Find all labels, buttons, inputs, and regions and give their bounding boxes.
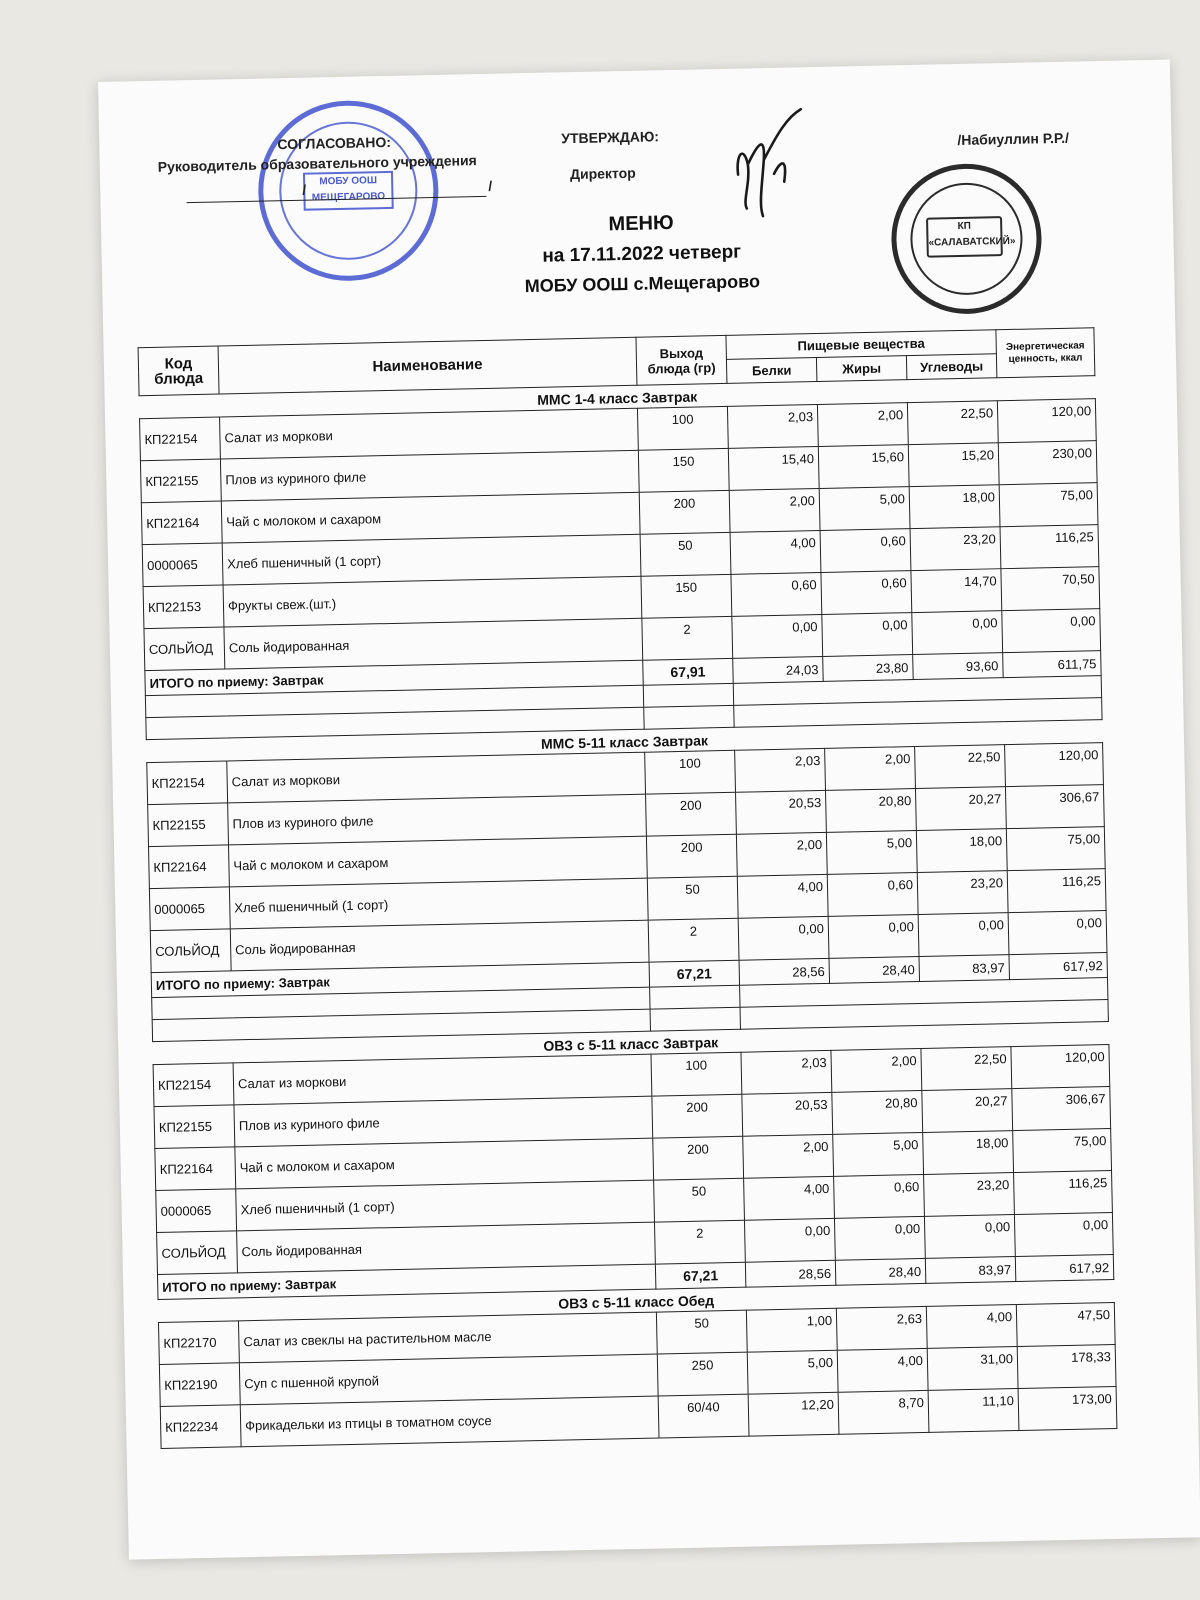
dish-energy: 173,00 bbox=[1018, 1386, 1117, 1430]
dish-name: Соль йодированная bbox=[230, 920, 649, 971]
total-protein: 28,56 bbox=[739, 958, 830, 985]
total-carbs: 93,60 bbox=[913, 653, 1004, 680]
section-title: ОВЗ с 5-11 класс Обед bbox=[558, 1292, 715, 1312]
dish-energy: 116,25 bbox=[1007, 869, 1106, 913]
dish-carbs: 4,00 bbox=[926, 1305, 1017, 1349]
dish-name: Салат из моркови bbox=[233, 1054, 652, 1105]
empty-cell bbox=[643, 683, 733, 707]
director-name: /Набиуллин Р.Р./ bbox=[957, 129, 1070, 149]
dish-yield: 2 bbox=[648, 918, 739, 962]
title-menu: МЕНЮ bbox=[608, 211, 674, 236]
dish-yield: 250 bbox=[657, 1352, 748, 1396]
dish-yield: 200 bbox=[639, 490, 730, 534]
dish-fat: 0,00 bbox=[822, 613, 913, 657]
dish-protein: 2,00 bbox=[736, 832, 827, 876]
approve-title: УТВЕРЖДАЮ: bbox=[561, 128, 660, 147]
dish-name: Салат из моркови bbox=[227, 752, 646, 803]
dish-yield: 2 bbox=[642, 616, 733, 660]
dish-protein: 0,00 bbox=[732, 614, 823, 658]
dish-code: КП22164 bbox=[149, 845, 230, 889]
school-stamp-text: МОБУ ООШ МЕЩЕГАРОВО bbox=[311, 175, 386, 204]
dish-fat: 15,60 bbox=[818, 445, 909, 489]
dish-fat: 0,00 bbox=[828, 915, 919, 959]
dish-code: СОЛЬЙОД bbox=[157, 1231, 238, 1275]
dish-protein: 2,03 bbox=[735, 748, 826, 792]
dish-name: Суп с пшенной крупой bbox=[239, 1354, 658, 1405]
director-signature bbox=[717, 103, 819, 225]
total-energy: 617,92 bbox=[1009, 953, 1108, 980]
dish-yield: 100 bbox=[637, 406, 728, 450]
dish-name: Соль йодированная bbox=[237, 1222, 656, 1273]
dish-name: Хлеб пшеничный (1 сорт) bbox=[229, 878, 648, 929]
dish-fat: 2,00 bbox=[825, 747, 916, 791]
header-protein: Белки bbox=[726, 358, 816, 384]
section-title: ОВЗ с 5-11 класс Завтрак bbox=[543, 1034, 719, 1054]
dish-energy: 306,67 bbox=[1012, 1087, 1111, 1131]
dish-fat: 5,00 bbox=[819, 487, 910, 531]
dish-protein: 4,00 bbox=[744, 1176, 835, 1220]
dish-protein: 0,00 bbox=[744, 1218, 835, 1262]
dish-protein: 12,20 bbox=[748, 1392, 839, 1436]
dish-fat: 0,60 bbox=[827, 873, 918, 917]
dish-protein: 1,00 bbox=[746, 1308, 837, 1352]
dish-fat: 0,60 bbox=[834, 1174, 925, 1218]
approve-role: Директор bbox=[569, 164, 636, 183]
dish-protein: 20,53 bbox=[742, 1092, 833, 1136]
menu-table bbox=[138, 327, 1118, 1449]
title-school: МОБУ ООШ с.Мещегарово bbox=[524, 271, 761, 297]
dish-name: Соль йодированная bbox=[224, 618, 643, 669]
dish-fat: 5,00 bbox=[826, 831, 917, 875]
dish-carbs: 11,10 bbox=[928, 1389, 1019, 1433]
dish-energy: 70,50 bbox=[1001, 567, 1100, 611]
total-energy: 611,75 bbox=[1003, 651, 1102, 678]
dish-yield: 200 bbox=[652, 1094, 743, 1138]
total-label: ИТОГО по приему: Завтрак bbox=[145, 660, 643, 695]
dish-code: КП22164 bbox=[141, 501, 222, 545]
dish-code: КП22154 bbox=[147, 761, 228, 805]
dish-code: СОЛЬЙОД bbox=[144, 627, 225, 671]
dish-energy: 178,33 bbox=[1017, 1344, 1116, 1388]
dish-energy: 120,00 bbox=[1011, 1045, 1110, 1089]
total-carbs: 83,97 bbox=[925, 1257, 1016, 1284]
dish-code: КП22190 bbox=[159, 1363, 240, 1407]
header-fat: Жиры bbox=[816, 356, 906, 382]
dish-yield: 150 bbox=[641, 574, 732, 618]
dish-protein: 4,00 bbox=[737, 874, 828, 918]
dish-fat: 2,63 bbox=[836, 1306, 927, 1350]
dish-name: Плов из куриного филе bbox=[228, 794, 647, 845]
header-nutrients: Пищевые вещества bbox=[726, 330, 996, 360]
dish-carbs: 0,00 bbox=[924, 1215, 1015, 1259]
signature-slash-right: / bbox=[488, 177, 493, 194]
dish-carbs: 31,00 bbox=[927, 1347, 1018, 1391]
dish-carbs: 22,50 bbox=[915, 745, 1006, 789]
dish-code: КП22154 bbox=[153, 1063, 234, 1107]
dish-fat: 8,70 bbox=[838, 1390, 929, 1434]
section-title: ММС 5-11 класс Завтрак bbox=[540, 732, 709, 752]
dish-fat: 2,00 bbox=[817, 403, 908, 447]
dish-energy: 120,00 bbox=[997, 399, 1096, 443]
dish-carbs: 0,00 bbox=[912, 611, 1003, 655]
dish-protein: 2,03 bbox=[741, 1050, 832, 1094]
dish-carbs: 0,00 bbox=[918, 913, 1009, 957]
dish-yield: 200 bbox=[646, 834, 737, 878]
dish-protein: 20,53 bbox=[736, 790, 827, 834]
dish-name: Фрукты свеж.(шт.) bbox=[223, 576, 642, 627]
dish-name: Хлеб пшеничный (1 сорт) bbox=[222, 534, 641, 585]
section-title: ММС 1-4 класс Завтрак bbox=[537, 388, 698, 408]
dish-code: 0000065 bbox=[142, 543, 223, 587]
menu-document bbox=[98, 60, 1200, 1560]
dish-code: КП22164 bbox=[155, 1147, 236, 1191]
dish-name: Чай с молоком и сахаром bbox=[229, 836, 648, 887]
dish-carbs: 20,27 bbox=[915, 787, 1006, 831]
menu-table-body bbox=[139, 376, 1117, 1449]
dish-code: КП22154 bbox=[140, 417, 221, 461]
agreed-title: СОГЛАСОВАНО: bbox=[277, 133, 392, 153]
dish-carbs: 15,20 bbox=[908, 443, 999, 487]
dish-name: Чай с молоком и сахаром bbox=[235, 1138, 654, 1189]
dish-energy: 47,50 bbox=[1016, 1302, 1115, 1346]
document-title bbox=[401, 208, 883, 300]
dish-yield: 50 bbox=[654, 1178, 745, 1222]
header-yield: Выход блюда (гр) bbox=[636, 335, 727, 385]
dish-energy: 0,00 bbox=[1008, 911, 1107, 955]
dish-name: Чай с молоком и сахаром bbox=[221, 492, 640, 543]
dish-protein: 15,40 bbox=[728, 446, 819, 490]
dish-protein: 2,00 bbox=[729, 488, 820, 532]
dish-fat: 4,00 bbox=[837, 1348, 928, 1392]
dish-code: 0000065 bbox=[149, 887, 230, 931]
dish-yield: 2 bbox=[654, 1220, 745, 1264]
dish-code: КП22155 bbox=[140, 459, 221, 503]
dish-fat: 0,60 bbox=[821, 571, 912, 615]
dish-energy: 120,00 bbox=[1005, 743, 1104, 787]
empty-cell bbox=[650, 985, 740, 1009]
total-fat: 28,40 bbox=[829, 956, 920, 983]
dish-yield: 200 bbox=[653, 1136, 744, 1180]
dish-name: Фрикадельки из птицы в томатном соусе bbox=[240, 1396, 659, 1447]
signature-slash-left: / bbox=[302, 181, 307, 198]
dish-energy: 75,00 bbox=[999, 483, 1098, 527]
dish-protein: 0,60 bbox=[731, 572, 822, 616]
header-carbs: Углеводы bbox=[906, 354, 997, 380]
total-carbs: 83,97 bbox=[919, 955, 1010, 982]
dish-fat: 20,80 bbox=[825, 789, 916, 833]
total-fat: 28,40 bbox=[835, 1258, 926, 1285]
total-price: 67,91 bbox=[643, 658, 734, 685]
dish-energy: 75,00 bbox=[1013, 1129, 1112, 1173]
dish-name: Салат из свеклы на растительном масле bbox=[238, 1312, 657, 1363]
dish-yield: 50 bbox=[656, 1310, 747, 1354]
dish-carbs: 23,20 bbox=[917, 871, 1008, 915]
dish-energy: 306,67 bbox=[1005, 785, 1104, 829]
dish-protein: 5,00 bbox=[747, 1350, 838, 1394]
dish-fat: 0,00 bbox=[834, 1216, 925, 1260]
title-date: на 17.11.2022 четверг bbox=[542, 241, 742, 267]
header-code: Код блюда bbox=[138, 346, 219, 396]
empty-cell bbox=[644, 705, 734, 729]
dish-protein: 2,03 bbox=[727, 405, 818, 449]
dish-yield: 100 bbox=[645, 750, 736, 794]
dish-carbs: 22,50 bbox=[907, 401, 998, 445]
dish-yield: 100 bbox=[651, 1052, 742, 1096]
total-protein: 24,03 bbox=[733, 656, 824, 683]
dish-code: КП22234 bbox=[160, 1405, 241, 1449]
dish-protein: 0,00 bbox=[738, 916, 829, 960]
dish-name: Плов из куриного филе bbox=[220, 450, 639, 501]
total-label: ИТОГО по приему: Завтрак bbox=[157, 1264, 655, 1299]
dish-fat: 20,80 bbox=[832, 1090, 923, 1134]
dish-code: КП22155 bbox=[154, 1105, 235, 1149]
total-label: ИТОГО по приему: Завтрак bbox=[151, 962, 649, 997]
dish-carbs: 22,50 bbox=[921, 1047, 1012, 1091]
supplier-stamp-label bbox=[926, 216, 1016, 258]
dish-fat: 2,00 bbox=[831, 1048, 922, 1092]
agreed-role: Руководитель образовательного учреждения bbox=[157, 152, 477, 175]
dish-carbs: 18,00 bbox=[909, 485, 1000, 529]
dish-yield: 50 bbox=[647, 876, 738, 920]
dish-energy: 116,25 bbox=[1014, 1171, 1113, 1215]
dish-yield: 200 bbox=[646, 792, 737, 836]
dish-code: КП22170 bbox=[158, 1321, 239, 1365]
dish-carbs: 23,20 bbox=[910, 527, 1001, 571]
dish-carbs: 23,20 bbox=[924, 1173, 1015, 1217]
dish-name: Плов из куриного филе bbox=[234, 1096, 653, 1147]
dish-yield: 50 bbox=[640, 532, 731, 576]
dish-energy: 75,00 bbox=[1006, 827, 1105, 871]
dish-yield: 60/40 bbox=[658, 1394, 749, 1438]
dish-carbs: 18,00 bbox=[923, 1131, 1014, 1175]
supplier-stamp-text: КП «САЛАВАТСКИЙ» bbox=[928, 220, 1016, 249]
total-energy: 617,92 bbox=[1015, 1254, 1114, 1281]
dish-protein: 4,00 bbox=[730, 530, 821, 574]
dish-fat: 5,00 bbox=[833, 1132, 924, 1176]
dish-code: КП22153 bbox=[143, 585, 224, 629]
school-stamp-label bbox=[303, 171, 394, 211]
dish-name: Хлеб пшеничный (1 сорт) bbox=[236, 1180, 655, 1231]
dish-energy: 230,00 bbox=[998, 441, 1097, 485]
supplier-stamp bbox=[890, 162, 1043, 315]
empty-cell bbox=[650, 1007, 740, 1031]
total-price: 67,21 bbox=[655, 1262, 746, 1289]
dish-code: КП22155 bbox=[148, 803, 229, 847]
dish-energy: 0,00 bbox=[1002, 609, 1101, 653]
dish-energy: 0,00 bbox=[1014, 1213, 1113, 1257]
dish-carbs: 14,70 bbox=[911, 569, 1002, 613]
dish-carbs: 18,00 bbox=[916, 829, 1007, 873]
dish-name: Салат из моркови bbox=[220, 408, 639, 459]
dish-fat: 0,60 bbox=[820, 529, 911, 573]
dish-code: СОЛЬЙОД bbox=[150, 929, 231, 973]
header-name: Наименование bbox=[218, 337, 637, 394]
dish-energy: 116,25 bbox=[1000, 525, 1099, 569]
dish-protein: 2,00 bbox=[743, 1134, 834, 1178]
total-fat: 23,80 bbox=[823, 655, 914, 682]
dish-code: 0000065 bbox=[156, 1189, 237, 1233]
dish-yield: 150 bbox=[638, 448, 729, 492]
total-price: 67,21 bbox=[649, 960, 740, 987]
total-protein: 28,56 bbox=[745, 1260, 836, 1287]
dish-carbs: 20,27 bbox=[922, 1089, 1013, 1133]
header-energy: Энергетическая ценность, ккал bbox=[996, 328, 1095, 378]
